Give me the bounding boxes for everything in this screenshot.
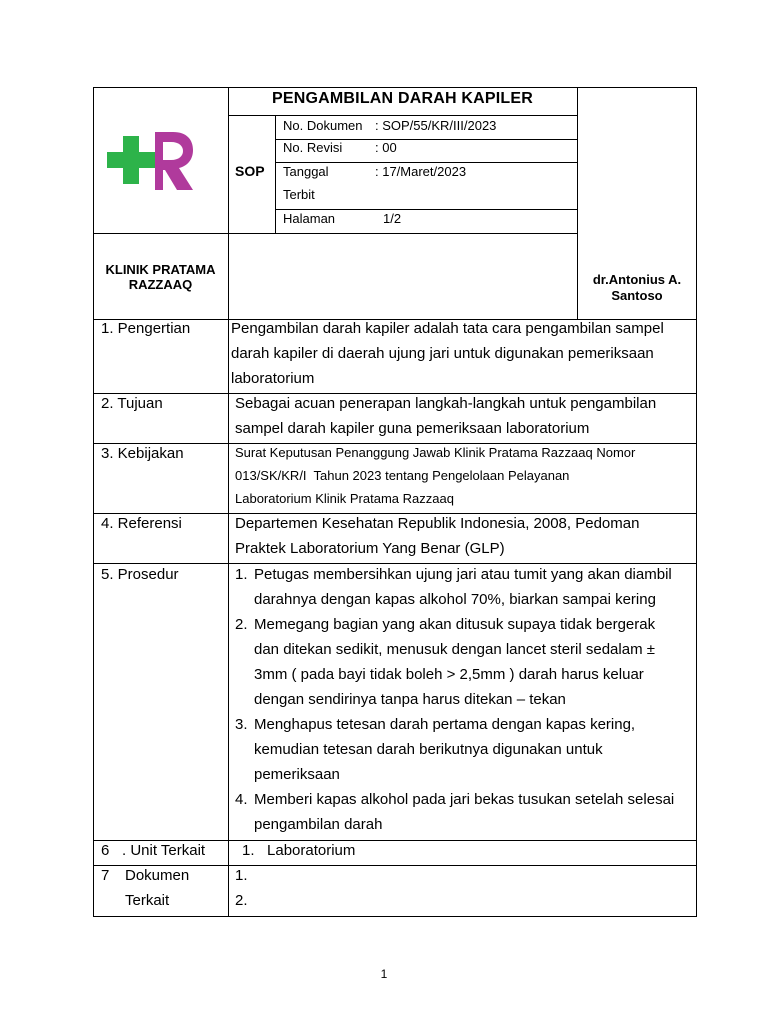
pengertian-line: Pengambilan darah kapiler adalah tata cara pengambilan sampel bbox=[231, 320, 664, 337]
prosedur-step bbox=[235, 787, 693, 837]
prosedur-step-line: Petugas membersihkan ujung jari atau tumit yang akan diambil bbox=[254, 566, 672, 583]
signatory bbox=[577, 272, 697, 304]
section-label-dokumen-terkait-number: 7 bbox=[101, 867, 110, 884]
prosedur-step-line: Memberi kapas alkohol pada jari bekas tusukan setelah selesai bbox=[254, 791, 675, 808]
pengertian-line: laboratorium bbox=[231, 370, 315, 387]
section-content-prosedur bbox=[235, 562, 693, 837]
header-divider-left bbox=[228, 87, 229, 917]
section-label-unit-terkait-number: 6 bbox=[101, 842, 110, 859]
referensi-line: Departemen Kesehatan Republik Indonesia, 2008, Pedoman bbox=[235, 515, 640, 532]
prosedur-step-line: darahnya dengan kapas alkohol 70%, biarkan sampai kering bbox=[254, 591, 656, 608]
title-underline bbox=[228, 115, 577, 116]
cross-icon bbox=[107, 136, 155, 184]
no-dokumen-label: No. Dokumen bbox=[283, 118, 363, 133]
prosedur-step-number: 2. bbox=[235, 616, 248, 633]
section-content-kebijakan bbox=[235, 441, 693, 510]
no-revisi-value: : 00 bbox=[375, 140, 397, 155]
tanggal-value: : 17/Maret/2023 bbox=[375, 164, 467, 179]
prosedur-step bbox=[235, 712, 693, 787]
page-number: 1 bbox=[380, 967, 388, 981]
prosedur-step-line: pemeriksaan bbox=[254, 766, 340, 783]
pengertian-line: darah kapiler di daerah ujung jari untuk digunakan pemeriksaan bbox=[231, 345, 654, 362]
prosedur-step-number: 1. bbox=[235, 566, 248, 583]
prosedur-step-line: kemudian tetesan darah berikutnya digunakan untuk bbox=[254, 741, 603, 758]
letter-r-icon bbox=[155, 132, 193, 190]
tujuan-line: sampel darah kapiler guna pemeriksaan laboratorium bbox=[235, 420, 590, 437]
section-content-tujuan bbox=[235, 391, 693, 441]
kebijakan-line: 013/SK/KR/I Tahun 2023 tentang Pengelolaan Pelayanan bbox=[235, 468, 570, 483]
document-title: PENGAMBILAN DARAH KAPILER bbox=[272, 90, 533, 107]
sop-divider bbox=[275, 115, 276, 233]
signatory-line2: Santoso bbox=[611, 288, 663, 303]
unit-terkait-item: 1. Laboratorium bbox=[242, 842, 356, 859]
tujuan-line: Sebagai acuan penerapan langkah-langkah untuk pengambilan bbox=[235, 395, 657, 412]
prosedur-step-line: dengan sendirinya tanpa harus ditekan – tekan bbox=[254, 691, 566, 708]
prosedur-step-line: 3mm ( pada bayi tidak boleh > 2,5mm ) darah harus keluar bbox=[254, 666, 644, 683]
section-label-prosedur: 5. Prosedur bbox=[101, 566, 179, 583]
section-line-unit bbox=[93, 840, 697, 841]
halaman-value: 1/2 bbox=[383, 211, 402, 226]
no-revisi-label: No. Revisi bbox=[283, 140, 343, 155]
clinic-name-line2: RAZZAAQ bbox=[128, 277, 193, 292]
section-content-pengertian bbox=[231, 316, 693, 391]
prosedur-step-line: Menghapus tetesan darah pertama dengan kapas kering, bbox=[254, 716, 636, 733]
referensi-line: Praktek Laboratorium Yang Benar (GLP) bbox=[235, 540, 505, 557]
dokumen-terkait-item: 2. bbox=[235, 892, 248, 909]
prosedur-step-line: pengambilan darah bbox=[254, 816, 383, 833]
section-label-dokumen-terkait bbox=[125, 863, 189, 913]
signatory-line1: dr.Antonius A. bbox=[592, 272, 682, 287]
prosedur-step-line: dan ditekan sedikit, menusuk dengan lancet steril sedalam ± bbox=[254, 641, 655, 658]
dokumen-terkait-label-line: Terkait bbox=[125, 892, 170, 909]
dokumen-terkait-item: 1. bbox=[235, 867, 248, 884]
terbit-label: Terbit bbox=[283, 187, 315, 202]
clinic-logo bbox=[107, 130, 195, 194]
section-label-tujuan: 2. Tujuan bbox=[101, 395, 163, 412]
dokumen-terkait-label-line: Dokumen bbox=[125, 867, 190, 884]
prosedur-step bbox=[235, 562, 693, 612]
sop-label: SOP bbox=[235, 163, 265, 179]
dokumen-terkait-list bbox=[235, 863, 248, 913]
prosedur-step-number: 3. bbox=[235, 716, 248, 733]
kebijakan-line: Surat Keputusan Penanggung Jawab Klinik Pratama Razzaaq Nomor bbox=[235, 445, 636, 460]
halaman-label: Halaman bbox=[283, 211, 336, 226]
section-label-referensi: 4. Referensi bbox=[101, 515, 182, 532]
prosedur-step-line: Memegang bagian yang akan ditusuk supaya tidak bergerak bbox=[254, 616, 656, 633]
header-mid-line bbox=[93, 233, 577, 234]
prosedur-step-number: 4. bbox=[235, 791, 248, 808]
clinic-name-line1: KLINIK PRATAMA bbox=[105, 262, 216, 277]
kebijakan-line: Laboratorium Klinik Pratama Razzaaq bbox=[235, 491, 454, 506]
section-label-pengertian: 1. Pengertian bbox=[101, 320, 191, 337]
section-label-unit-terkait: . Unit Terkait bbox=[122, 842, 206, 859]
no-dokumen-value: : SOP/55/KR/III/2023 bbox=[375, 118, 497, 133]
prosedur-step bbox=[235, 612, 693, 712]
tanggal-label: Tanggal bbox=[283, 164, 329, 179]
clinic-name bbox=[93, 262, 228, 292]
section-label-kebijakan: 3. Kebijakan bbox=[101, 445, 184, 462]
section-content-referensi bbox=[235, 511, 693, 561]
